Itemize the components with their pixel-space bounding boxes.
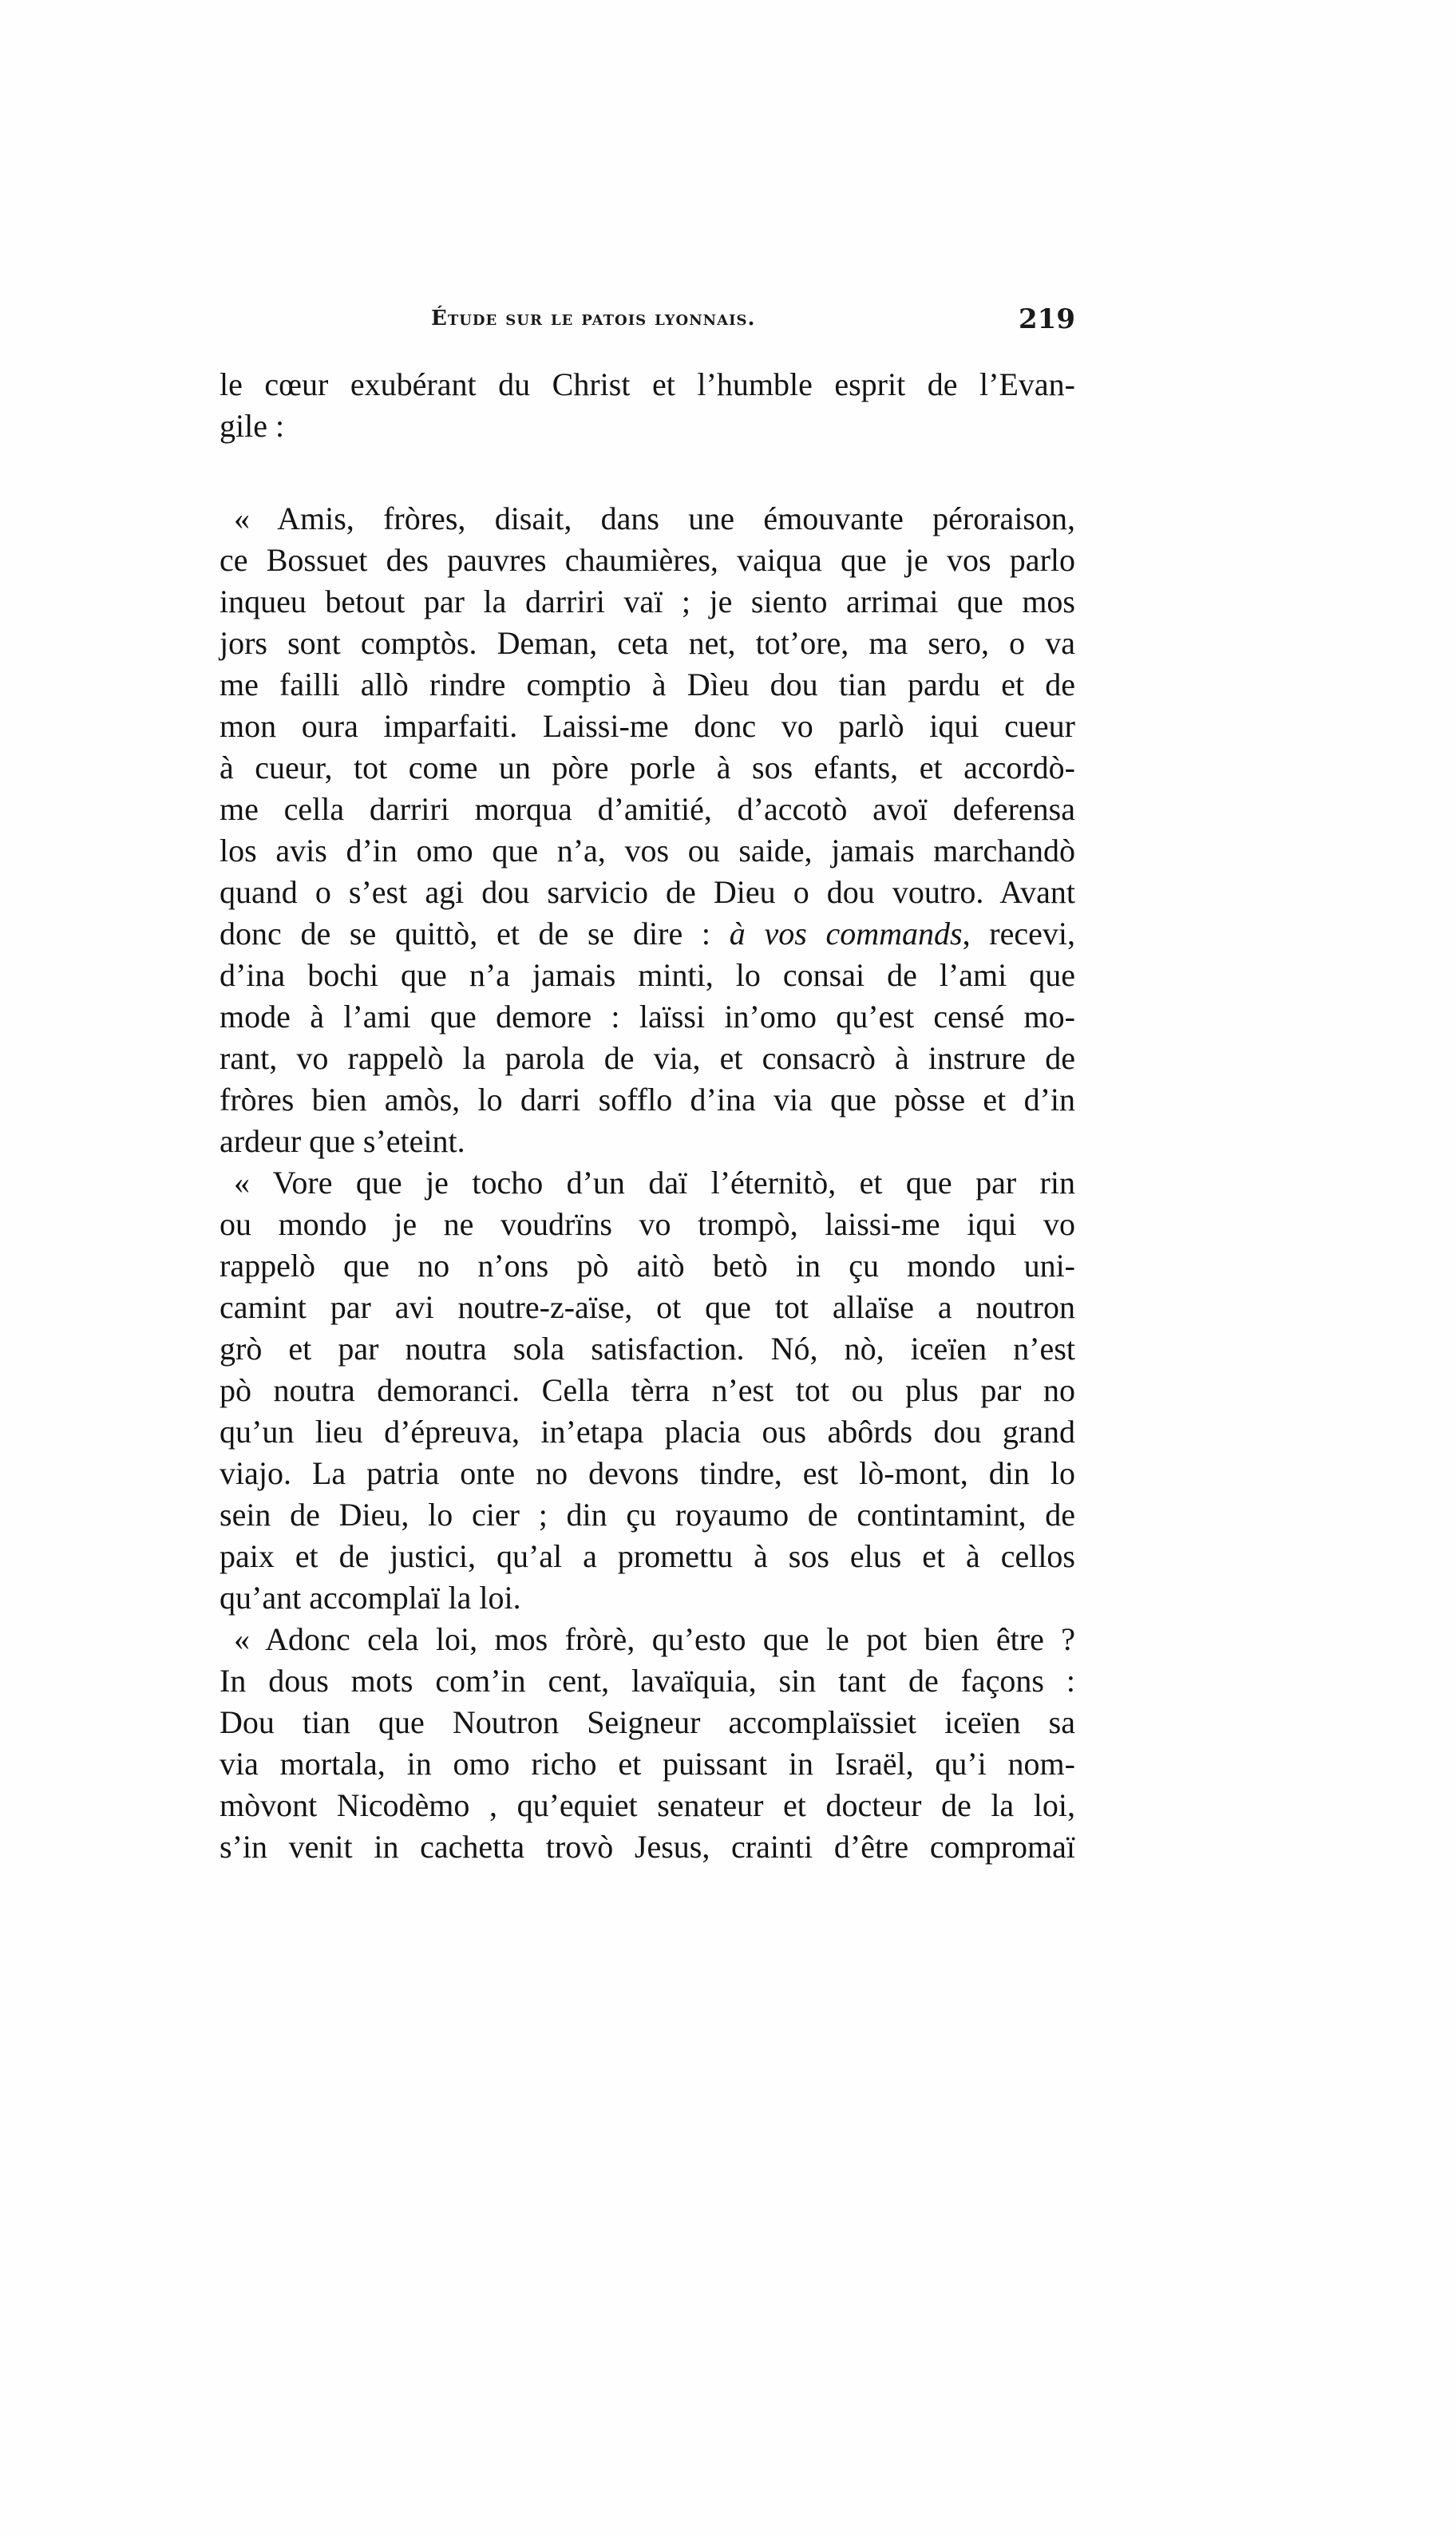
text-line: Dou tian que Noutron Seigneur accomplaïssiet iceïen sa	[220, 1704, 1075, 1740]
text-line: grò et par noutra sola satisfaction. Nó, nò, iceïen n’est	[220, 1331, 1075, 1367]
text-line: qu’ant accomplaï la loi.	[220, 1580, 521, 1616]
paragraph-gap	[220, 447, 1075, 498]
text-line: me failli allò rindre comptio à Dìeu dou tian pardu et de	[220, 667, 1075, 702]
text-line: In dous mots com’in cent, lavaïquia, sin tant de façons :	[220, 1663, 1075, 1699]
text-line: pò noutra demoranci. Cella tèrra n’est tot ou plus par no	[220, 1372, 1075, 1408]
text-line: ou mondo je ne voudrïns vo trompò, laissi-me iqui vo	[220, 1206, 1075, 1242]
text-line: qu’un lieu d’épreuva, in’etapa placia ous abôrds dou grand	[220, 1414, 1075, 1450]
text-line: ce Bossuet des pauvres chaumières, vaiqua que je vos parlo	[220, 542, 1075, 578]
text-line: ardeur que s’eteint.	[220, 1123, 465, 1159]
text-line: inqueu betout par la darriri vaï ; je siento arrimai que mos	[220, 584, 1075, 619]
text-line: « Adonc cela loi, mos fròrè, qu’esto que le pot bien être ?	[234, 1621, 1075, 1657]
text-line: s’in venit in cachetta trovò Jesus, crainti d’être compromaï	[220, 1829, 1075, 1865]
page-number: 219	[1019, 303, 1075, 335]
text-line: camint par avi noutre-z-aïse, ot que tot allaïse a noutron	[220, 1289, 1075, 1325]
body-text	[220, 364, 1075, 1868]
running-head-title: Étude sur le patois lyonnais.	[431, 307, 756, 330]
text-line: sein de Dieu, lo cier ; din çu royaumo de contintamint, de	[220, 1497, 1075, 1533]
text-line: los avis d’in omo que n’a, vos ou saide, jamais marchandò	[220, 833, 1075, 868]
text-line: gile :	[220, 408, 285, 444]
text-line: fròres bien amòs, lo darri sofflo d’ina via que pòsse et d’in	[220, 1082, 1075, 1118]
text-line: jors sont comptòs. Deman, ceta net, tot’ore, ma sero, o va	[220, 625, 1075, 661]
text-line: d’ina bochi que n’a jamais minti, lo consai de l’ami que	[220, 957, 1075, 993]
running-head	[220, 303, 1075, 338]
text-line: mon oura imparfaiti. Laissi-me donc vo parlò iqui cueur	[220, 708, 1075, 744]
text-line: « Vore que je tocho d’un daï l’éternitò, et que par rin	[234, 1165, 1075, 1201]
text-line: rappelò que no n’ons pò aitò betò in çu mondo uni-	[220, 1248, 1075, 1284]
text-line: paix et de justici, qu’al a promettu à sos elus et à cellos	[220, 1538, 1075, 1574]
text-line: « Amis, fròres, disait, dans une émouvante péroraison,	[234, 500, 1075, 536]
text-line-with-italic: donc de se quittò, et de se dire : à vos commands, recevi,	[220, 916, 1075, 951]
text-line: le cœur exubérant du Christ et l’humble esprit de l’Evan-	[220, 366, 1075, 402]
text-line: quand o s’est agi dou sarvicio de Dieu o dou voutro. Avant	[220, 874, 1075, 910]
text-line: viajo. La patria onte no devons tindre, est lò-mont, din lo	[220, 1455, 1075, 1491]
text-line: mòvont Nicodèmo , qu’equiet senateur et docteur de la loi,	[220, 1787, 1075, 1823]
italic-phrase: à vos commands	[729, 916, 963, 951]
text-line: rant, vo rappelò la parola de via, et consacrò à instrure de	[220, 1040, 1075, 1076]
text-line: à cueur, tot come un pòre porle à sos efants, et accordò-	[220, 750, 1075, 785]
text-line: mode à l’ami que demore : laïssi in’omo qu’est censé mo-	[220, 999, 1075, 1035]
text-line: me cella darriri morqua d’amitié, d’accotò avoï deferensa	[220, 791, 1075, 827]
text-line: via mortala, in omo richo et puissant in Israël, qu’i nom-	[220, 1746, 1075, 1782]
